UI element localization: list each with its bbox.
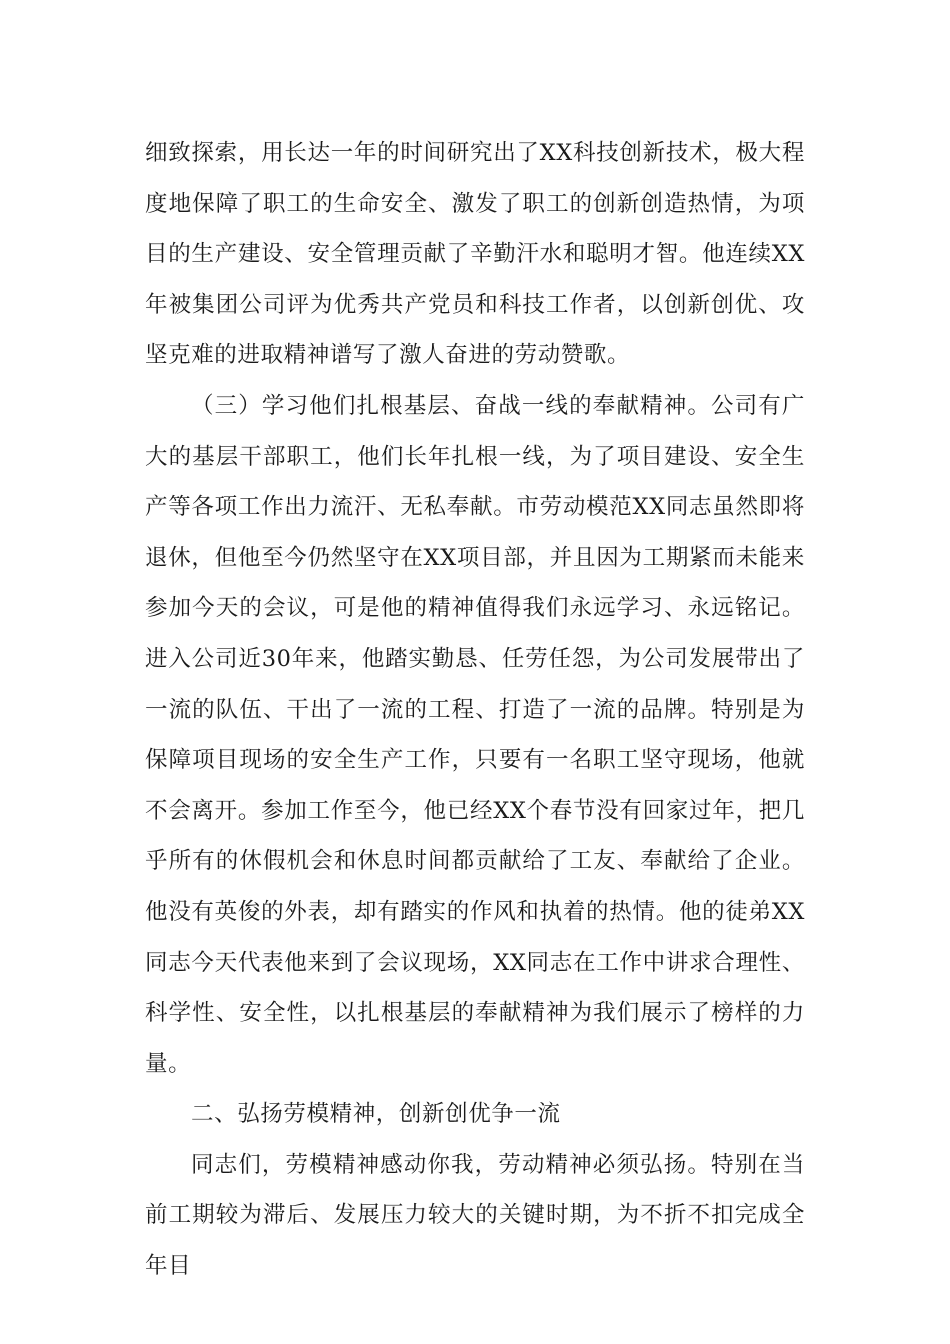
paragraph-section-three: （三）学习他们扎根基层、奋战一线的奉献精神。公司有广大的基层干部职工，他们长年扎根一线，为了项目建设、安全生产等各项工作出力流汗、无私奉献。市劳动模范XX同志虽然即将退休，但他至今仍然坚守在XX项目部，并且因为工期紧而未能来参加今天的会议，可是他的精神值得我们永远学习、永远铭记。进入公司近30年来，他踏实勤恳、任劳任怨，为公司发展带出了一流的队伍、干出了一流的工程、打造了一流的品牌。特别是为保障项目现场的安全生产工作，只要有一名职工坚守现场，他就不会离开。参加工作至今，他已经XX个春节没有回家过年，把几乎所有的休假机会和休息时间都贡献给了工友、奉献给了企业。他没有英俊的外表，却有踏实的作风和执着的热情。他的徒弟XX同志今天代表他来到了会议现场，XX同志在工作中讲求合理性、科学性、安全性，以扎根基层的奉献精神为我们展示了榜样的力量。 xyxy=(145,392,805,1077)
document-body xyxy=(145,128,805,1292)
section-heading: 二、弘扬劳模精神，创新创优争一流 xyxy=(191,1101,561,1128)
paragraph-comrades: 同志们，劳模精神感动你我，劳动精神必须弘扬。特别在当前工期较为滞后、发展压力较大的关键时期，为不折不扣完成全年目 xyxy=(145,1151,805,1280)
paragraph-continuation: 细致探索，用长达一年的时间研究出了XX科技创新技术，极大程度地保障了职工的生命安全、激发了职工的创新创造热情，为项目的生产建设、安全管理贡献了辛勤汗水和聪明才智。他连续XX年被集团公司评为优秀共产党员和科技工作者，以创新创优、攻坚克难的进取精神谱写了激人奋进的劳动赞歌。 xyxy=(145,140,805,369)
